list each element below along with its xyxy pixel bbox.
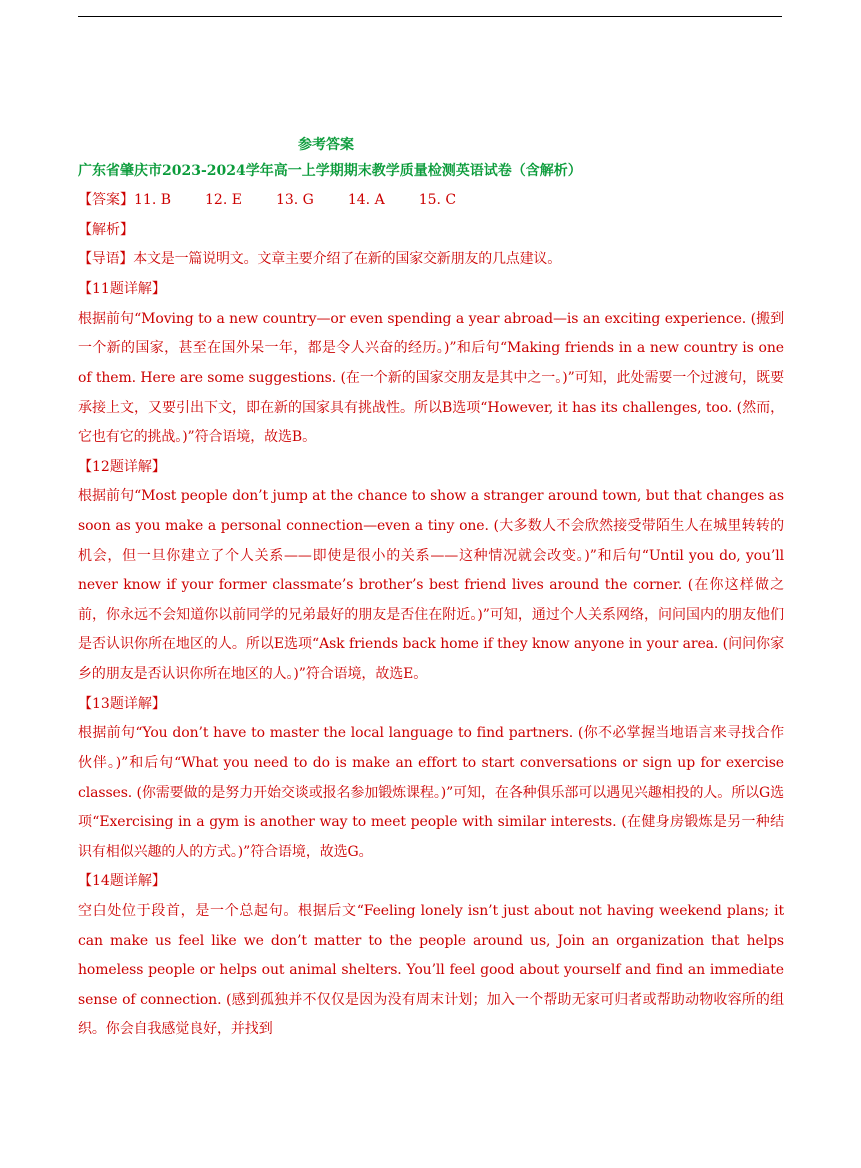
document-title: 广东省肇庆市2023-2024学年高一上学期期末教学质量检测英语试卷（含解析）	[78, 163, 582, 179]
answer-line	[78, 186, 784, 216]
answer-item: 15. C	[418, 192, 457, 208]
guide-text: 【导语】本文是一篇说明文。文章主要介绍了在新的国家交新朋友的几点建议。	[78, 251, 561, 268]
section-text-13: 根据前句“You don’t have to master the local language to find partners. (你不必掌握当地语言来寻找合作伙伴。)”和后句“What you need to do is make an effort to start conversations or sign up for exercise classes. (你需要做的是努力开始交谈或报名参加锻炼课程。)”可知，在各种俱乐部可以遇见兴趣相投的人。所以G选项“Exercising in a gym is another way to meet people with similar interests. (在健身房锻炼是另一种结识有相似兴趣的人的方式。)”符合语境，故选G。	[78, 725, 784, 860]
answer-item: 11. B	[134, 192, 172, 208]
answer-item: 13. G	[275, 192, 314, 208]
reference-title: 参考答案	[298, 137, 354, 153]
section-heading-13: 【13题详解】	[78, 695, 166, 712]
analysis-label: 【解析】	[78, 221, 134, 238]
answer-label: 【答案】	[78, 192, 134, 208]
section-text-14: 空白处位于段首，是一个总起句。根据后文“Feeling lonely isn’t just about not having weekend plans; it can make us feel like we don’t matter to the people around us, Join an organization that helps homeless people or helps out animal shelters. You’ll feel good about yourself and find an immediate sense of connection. (感到孤独并不仅仅是因为没有周末计划；加入一个帮助无家可归者或帮助动物收容所的组织。你会自我感觉良好，并找到	[78, 903, 784, 1038]
answer-item: 14. A	[347, 192, 385, 208]
section-text-12: 根据前句“Most people don’t jump at the chance to show a stranger around town, but that changes as soon as you make a personal connection—even a tiny one. (大多数人不会欣然接受带陌生人在城里转转的机会，但一旦你建立了个人关系——即使是很小的关系——这种情况就会改变。)”和后句“Until you do, you’ll never know if your former classmate’s brother’s best friend lives around the corner. (在你这样做之前，你永远不会知道你以前同学的兄弟最好的朋友是否住在附近。)”可知，通过个人关系网络，问问国内的朋友他们是否认识你所在地区的人。所以E选项“Ask friends back home if they know anyone in your area. (问问你家乡的朋友是否认识你所在地区的人。)”符合语境，故选E。	[78, 488, 784, 683]
section-heading-14: 【14题详解】	[78, 873, 166, 890]
section-text-11: 根据前句“Moving to a new country—or even spending a year abroad—is an exciting experience. (搬到一个新的国家，甚至在国外呆一年，都是令人兴奋的经历。)”和后句“Making friends in a new country is one of them. Here are some suggestions. (在一个新的国家交朋友是其中之一。)”可知，此处需要一个过渡句，既要承接上文，又要引出下文，即在新的国家具有挑战性。所以B选项“However, it has its challenges, too. (然而，它也有它的挑战。)”符合语境，故选B。	[78, 310, 784, 446]
answer-item: 12. E	[205, 192, 242, 208]
header-rule	[78, 16, 782, 17]
document-body	[78, 133, 784, 1045]
section-heading-11: 【11题详解】	[78, 281, 166, 298]
section-heading-12: 【12题详解】	[78, 458, 166, 475]
